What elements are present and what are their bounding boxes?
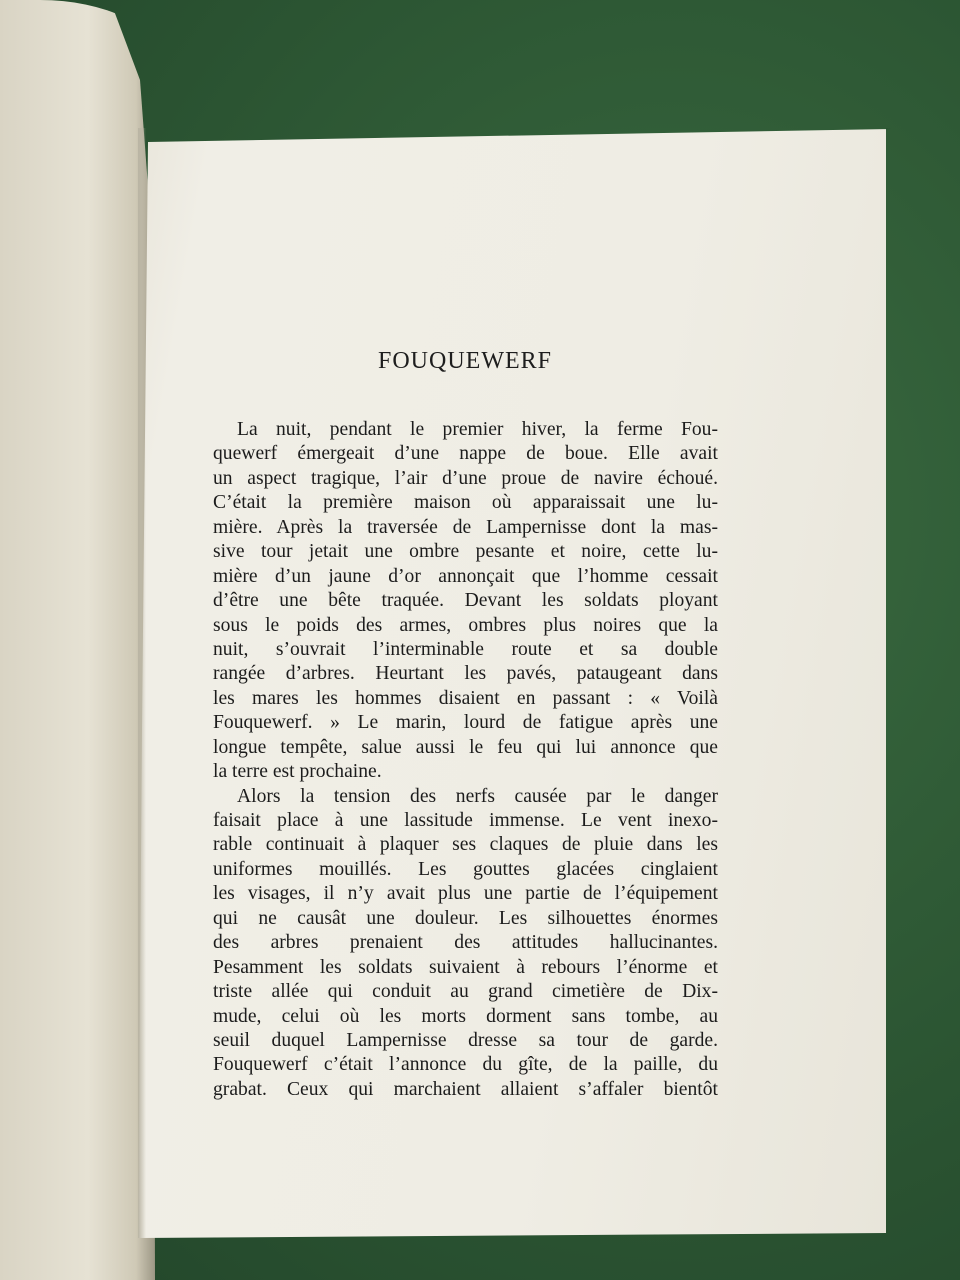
text-line: Fouquewerf. » Le marin, lourd de fatigue après une (213, 712, 718, 734)
chapter-title: FOUQUEWERF (377, 348, 552, 374)
text-line: seuil duquel Lampernisse dresse sa tour de garde. (213, 1029, 718, 1051)
text-line: C’était la première maison où apparaissait une lu- (213, 492, 718, 514)
text-line: les mares les hommes disaient en passant : « Voilà (213, 687, 718, 709)
text-line: grabat. Ceux qui marchaient allaient s’affaler bientôt (213, 1078, 718, 1100)
text-line: triste allée qui conduit au grand cimetière de Dix- (213, 981, 718, 1003)
left-page-curl (0, 0, 160, 1280)
text-line: d’être une bête traquée. Devant les soldats ployant (213, 590, 718, 612)
text-line: sive tour jetait une ombre pesante et noire, cette lu- (213, 541, 718, 563)
text-line: La nuit, pendant le premier hiver, la ferme Fou- (237, 419, 718, 440)
text-line: Fouquewerf c’était l’annonce du gîte, de la paille, du (213, 1054, 718, 1076)
text-line: Pesamment les soldats suivaient à rebours l’énorme et (213, 956, 718, 978)
text-line: longue tempête, salue aussi le feu qui lui annonce que (213, 736, 718, 758)
text-line: rangée d’arbres. Heurtant les pavés, pataugeant dans (213, 663, 718, 685)
text-line: nuit, s’ouvrait l’interminable route et sa double (213, 638, 718, 660)
text-line: uniformes mouillés. Les gouttes glacées cinglaient (213, 858, 718, 880)
text-line: qui ne causât une douleur. Les silhouettes énormes (213, 907, 718, 929)
text-line: un aspect tragique, l’air d’une proue de navire échoué. (213, 467, 718, 489)
text-line: les visages, il n’y avait plus une partie de l’équipement (213, 883, 718, 905)
text-line: la terre est prochaine. (213, 761, 382, 783)
page-gutter-shadow (138, 128, 146, 1238)
text-line: mière. Après la traversée de Lampernisse dont la mas- (213, 516, 718, 538)
body-text (213, 418, 718, 1102)
text-line: des arbres prenaient des attitudes hallucinantes. (213, 932, 718, 954)
text-line: rable continuait à plaquer ses claques de pluie dans les (213, 834, 718, 856)
text-line: mude, celui où les morts dorment sans tombe, au (213, 1005, 718, 1027)
text-line: Alors la tension des nerfs causée par le danger (237, 785, 718, 807)
text-line: faisait place à une lassitude immense. Le vent inexo- (213, 810, 718, 831)
text-line: mière d’un jaune d’or annonçait que l’homme cessait (213, 565, 718, 587)
text-line: quewerf émergeait d’une nappe de boue. Elle avait (213, 443, 718, 465)
text-line: sous le poids des armes, ombres plus noires que la (213, 614, 718, 636)
